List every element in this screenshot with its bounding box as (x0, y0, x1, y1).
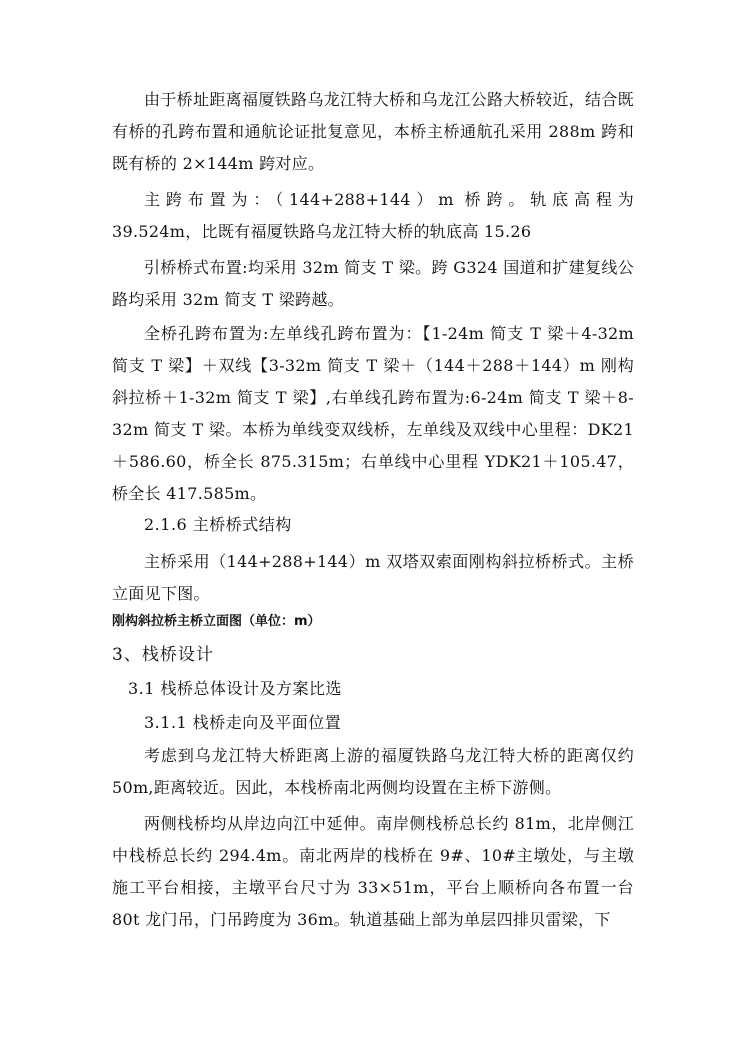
heading-3-1: 3.1 栈桥总体设计及方案比选 (128, 679, 343, 698)
paragraph-main-span: 主跨布置为：（144+288+144）m 桥跨。轨底高程为 39.524m，比既有福厦铁路乌龙江特大桥的轨底高 15.26 (112, 190, 634, 241)
figure-caption: 刚构斜拉桥主桥立面图（单位：m） (112, 614, 321, 629)
paragraph-trestle-length: 两侧栈桥均从岸边向江中延伸。南岸侧栈桥总长约 81m，北岸侧江中栈桥总长约 294.4m。南北两岸的栈桥在 9#、10#主墩处，与主墩施工平台相接，主墩平台尺寸为 33×51m，平台上顺桥向各布置一台 80t 龙门吊，门吊跨度为 36m。轨道基础上部为单层四排贝雷梁，下 (112, 814, 634, 929)
paragraph-main-bridge-type: 主桥采用（144+288+144）m 双塔双索面刚构斜拉桥桥式。主桥立面见下图。 (112, 552, 634, 603)
heading-3-1-1: 3.1.1 栈桥走向及平面位置 (144, 713, 342, 732)
paragraph-span-arrangement: 全桥孔跨布置为:左单线孔跨布置为：【1-24m 简支 T 梁＋4-32m 简支 T 梁】＋双线【3-32m 简支 T 梁＋（144＋288＋144）m 刚构斜拉桥＋1-32m 简支 T 梁】,右单线孔跨布置为:6-24m 简支 T 梁＋8-32m 简支 T 梁。本桥为单线变双线桥，左单线及双线中心里程：DK21＋586.60，桥全长 875.315m；右单线中心里程 YDK21＋105.47，桥全长 417.585m。 (112, 324, 634, 503)
paragraph-bridge-location: 由于桥址距离福厦铁路乌龙江特大桥和乌龙江公路大桥较近，结合既有桥的孔跨布置和通航论证批复意见，本桥主桥通航孔采用 288m 跨和既有桥的 2×144m 跨对应。 (112, 90, 634, 173)
paragraph-trestle-position: 考虑到乌龙江特大桥距离上游的福厦铁路乌龙江特大桥的距离仅约 50m,距离较近。因此，本栈桥南北两侧均设置在主桥下游侧。 (112, 746, 634, 797)
heading-3: 3、栈桥设计 (112, 645, 214, 665)
heading-2-1-6: 2.1.6 主桥桥式结构 (144, 515, 292, 534)
paragraph-approach-bridge: 引桥桥式布置:均采用 32m 简支 T 梁。跨 G324 国道和扩建复线公路均采用 32m 简支 T 梁跨越。 (112, 258, 634, 309)
